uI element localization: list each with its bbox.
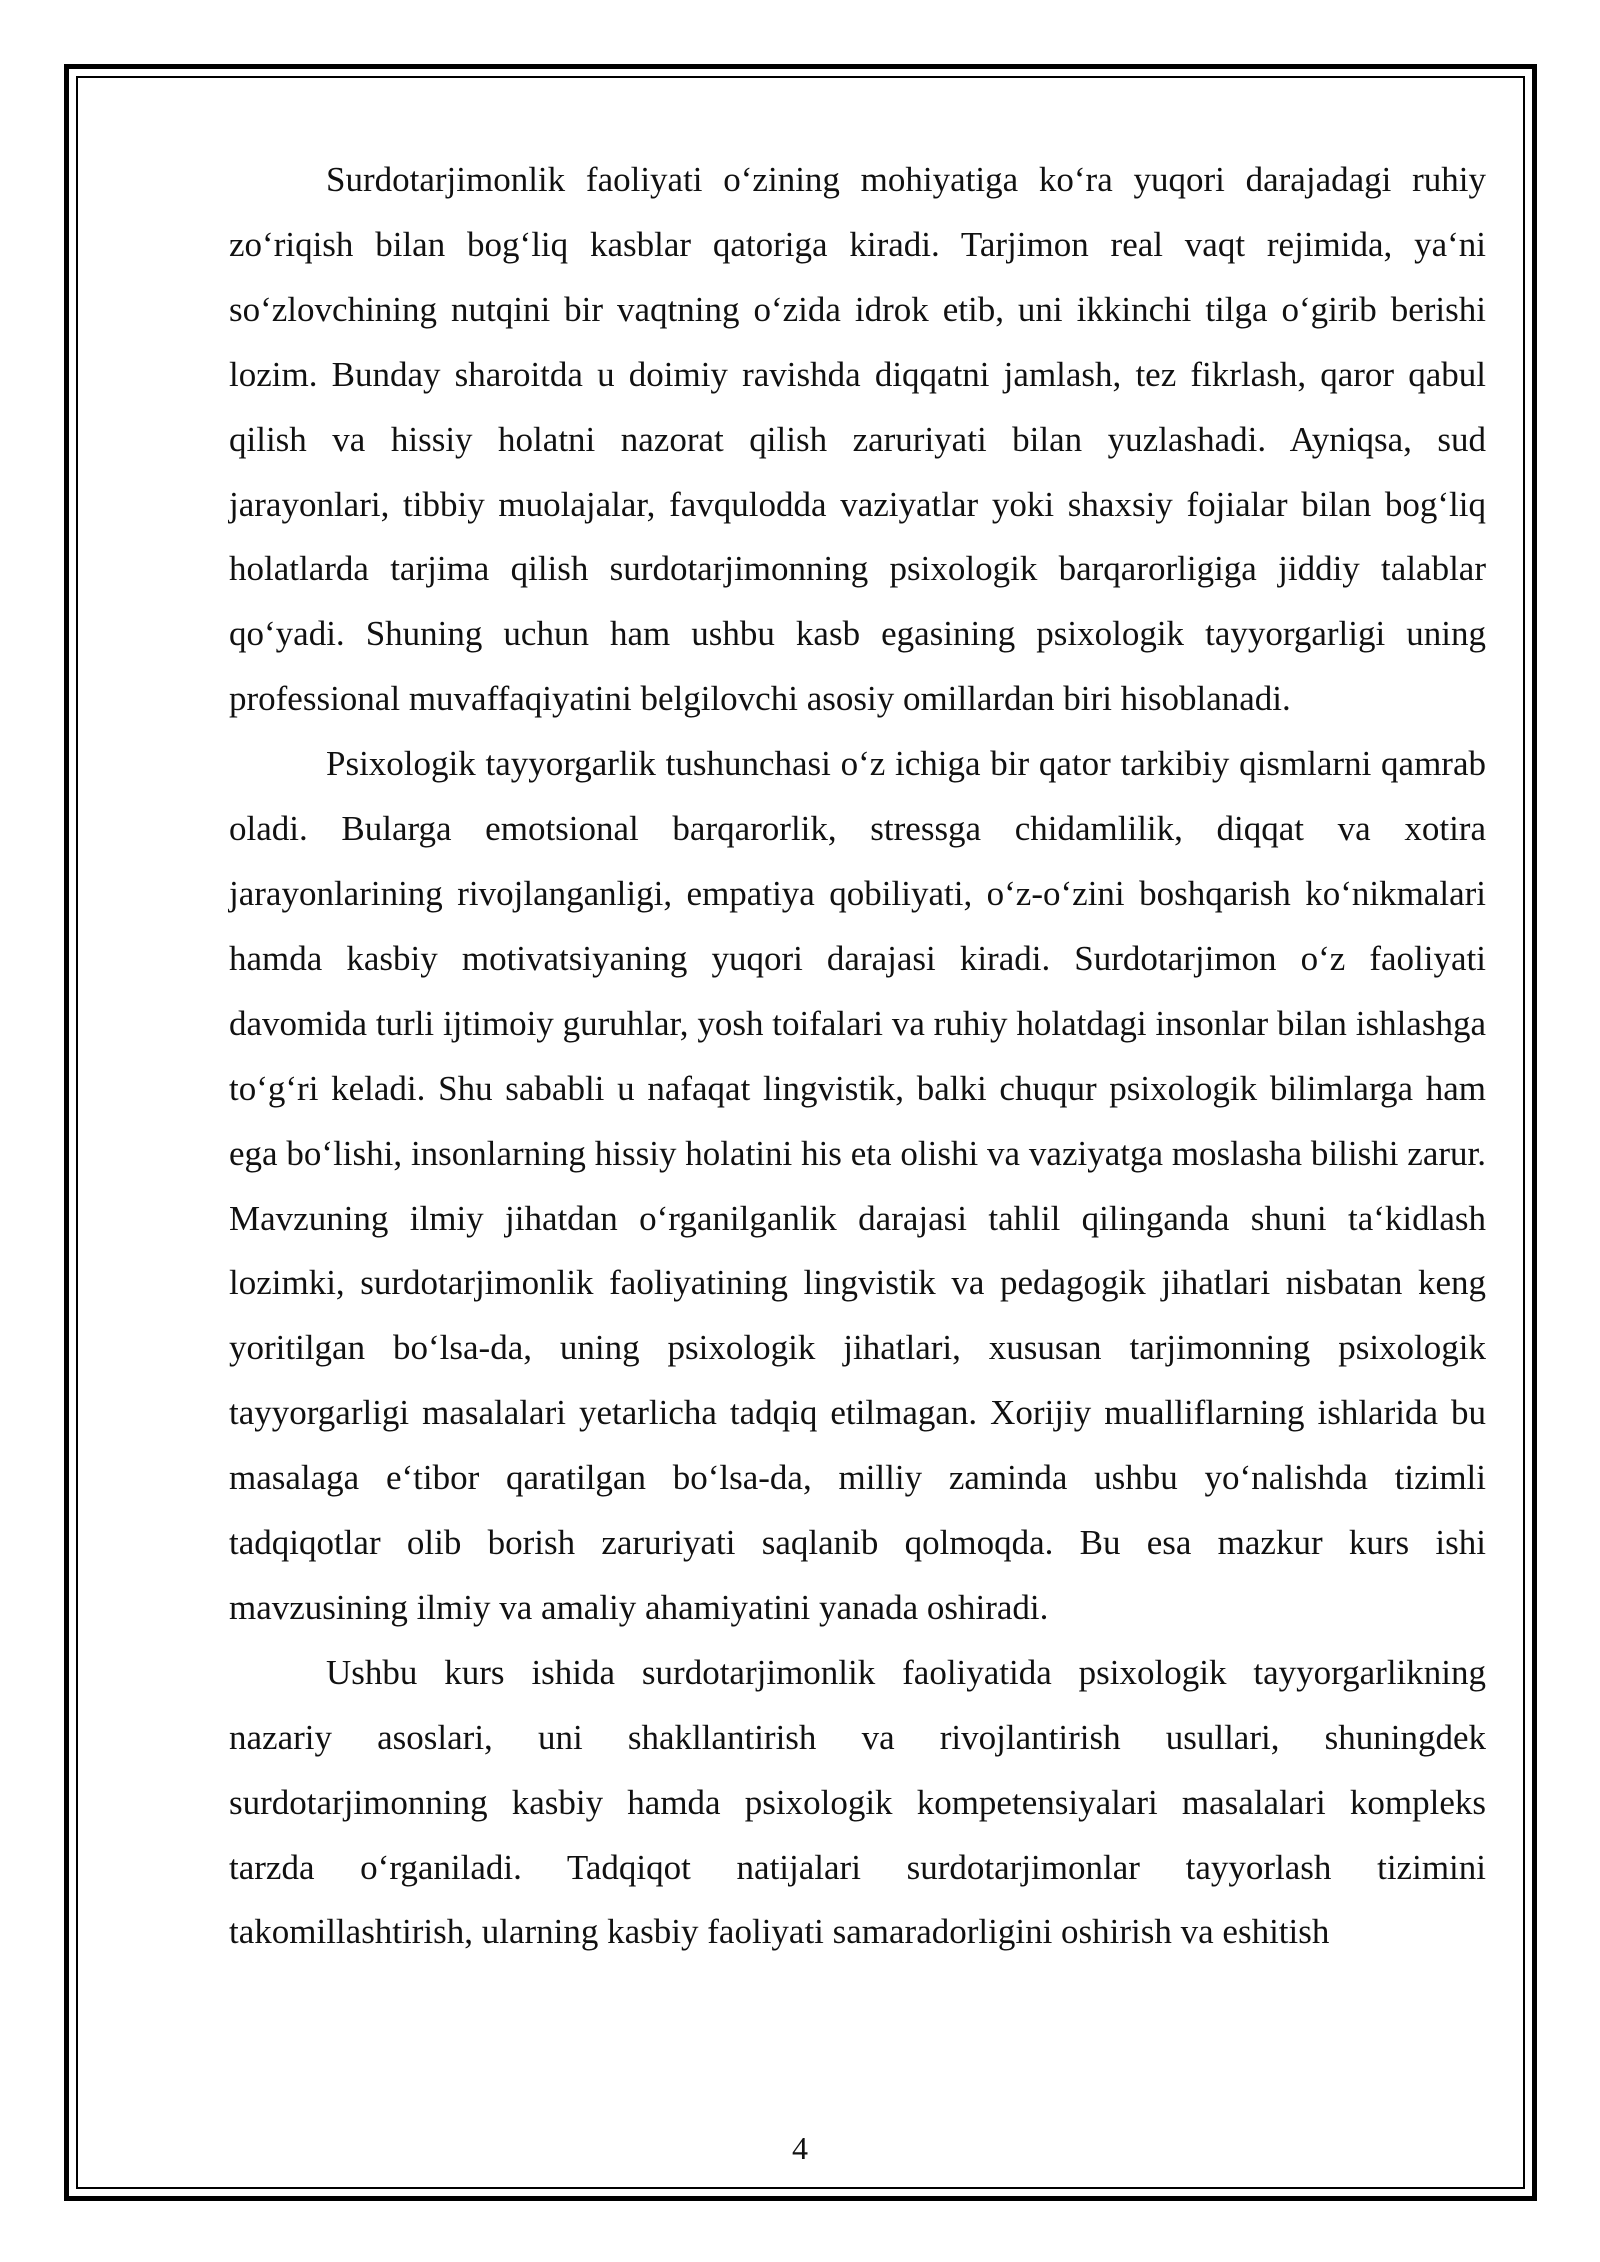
- paragraph-3: Ushbu kurs ishida surdotarjimonlik faoliyatida psixologik tayyorgarlikning nazariy asoslari, uni shakllantirish va rivojlantirish usullari, shuningdek surdotarjimonning kasbiy hamda psixologik kompetensiyalari masalalari kompleks tarzda o‘rganiladi. Tadqiqot natijalari surdotarjimonlar tayyorlash tizimini takomillashtirish, ularning kasbiy faoliyati samaradorligini oshirish va eshitish: [229, 1652, 1486, 1952]
- paragraph-1: Surdotarjimonlik faoliyati o‘zining mohiyatiga ko‘ra yuqori darajadagi ruhiy zo‘riqish bilan bog‘liq kasblar qatoriga kiradi. Tarjimon real vaqt rejimida, ya‘ni so‘zlovchining nutqini bir vaqtning o‘zida idrok etib, uni ikkinchi tilga o‘girib berishi lozim. Bunday sharoitda u doimiy ravishda diqqatni jamlash, tez fikrlash, qaror qabul qilish va hissiy holatni nazorat qilish zaruriyati bilan yuzlashadi. Ayniqsa, sud jarayonlari, tibbiy muolajalar, favqulodda vaziyatlar yoki shaxsiy fojialar bilan bog‘liq holatlarda tarjima qilish surdotarjimonning psixologik barqarorligiga jiddiy talablar qo‘yadi. Shuning uchun ham ushbu kasb egasining psixologik tayyorgarligi uning professional muvaffaqiyatini belgilovchi asosiy omillardan biri hisoblanadi.: [229, 160, 1486, 719]
- page-number: 4: [792, 2130, 808, 2166]
- document-body: [229, 148, 1486, 1965]
- paragraph-2: Psixologik tayyorgarlik tushunchasi o‘z ichiga bir qator tarkibiy qismlarni qamrab oladi. Bularga emotsional barqarorlik, stressga chidamlilik, diqqat va xotira jarayonlarining rivojlanganligi, empatiya qobiliyati, o‘z-o‘zini boshqarish ko‘nikmalari hamda kasbiy motivatsiyaning yuqori darajasi kiradi. Surdotarjimon o‘z faoliyati davomida turli ijtimoiy guruhlar, yosh toifalari va ruhiy holatdagi insonlar bilan ishlashga to‘g‘ri keladi. Shu sababli u nafaqat lingvistik, balki chuqur psixologik bilimlarga ham ega bo‘lishi, insonlarning hissiy holatini his eta olishi va vaziyatga moslasha bilishi zarur. Mavzuning ilmiy jihatdan o‘rganilganlik darajasi tahlil qilinganda shuni ta‘kidlash lozimki, surdotarjimonlik faoliyatining lingvistik va pedagogik jihatlari nisbatan keng yoritilgan bo‘lsa-da, uning psixologik jihatlari, xususan tarjimonning psixologik tayyorgarligi masalalari yetarlicha tadqiq etilmagan. Xorijiy mualliflarning ishlarida bu masalaga e‘tibor qaratilgan bo‘lsa-da, milliy zaminda ushbu yo‘nalishda tizimli tadqiqotlar olib borish zaruriyati saqlanib qolmoqda. Bu esa mazkur kurs ishi mavzusining ilmiy va amaliy ahamiyatini yanada oshiradi.: [229, 744, 1486, 1627]
